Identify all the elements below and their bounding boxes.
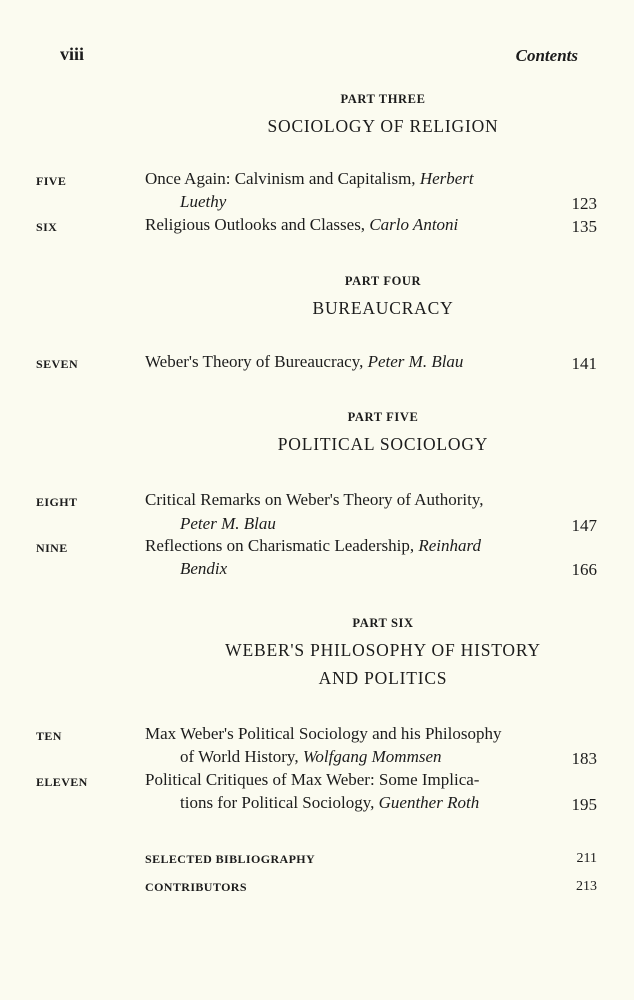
chapter-nine-title: Reflections on Charismatic Leadership, Reinhard [145,536,481,555]
chapter-five-number: FIVE [36,174,67,188]
chapter-five-author: Luethy [180,192,227,211]
chapter-eleven-page: 195 [571,795,597,814]
chapter-seven-number: SEVEN [36,357,79,371]
chapter-eight-author: Peter M. Blau [180,514,276,533]
chapter-nine-number: NINE [36,541,68,555]
part-four-title: BUREAUCRACY [312,298,454,318]
chapter-six-title: Religious Outlooks and Classes, Carlo Antoni [145,215,459,234]
chapter-eight-page: 147 [571,516,597,535]
chapter-eleven-number: ELEVEN [36,775,88,789]
chapter-six-page: 135 [571,217,597,236]
chapter-eight-number: EIGHT [36,495,78,509]
chapter-eleven-title: Political Critiques of Max Weber: Some Implica- [145,770,480,789]
part-three-label: PART THREE [340,92,426,106]
part-six-title-line2: AND POLITICS [318,668,448,688]
chapter-eleven-title-cont: tions for Political Sociology, Guenther Roth [180,793,480,812]
running-title: Contents [515,46,578,65]
page-number: viii [60,44,85,64]
chapter-six-number: SIX [36,220,58,234]
part-four-label: PART FOUR [344,274,422,288]
part-three-title: SOCIOLOGY OF RELIGION [267,116,499,136]
part-six-title-line1: WEBER'S PHILOSOPHY OF HISTORY [225,640,541,660]
chapter-nine-page: 166 [571,560,597,579]
chapter-ten-number: TEN [36,729,62,743]
chapter-ten-page: 183 [571,749,597,768]
bibliography-page: 211 [576,851,597,866]
chapter-ten-title-cont: of World History, Wolfgang Mommsen [180,747,442,766]
part-six-label: PART SIX [352,616,414,630]
bibliography-label: SELECTED BIBLIOGRAPHY [145,852,316,866]
chapter-eight-title: Critical Remarks on Weber's Theory of Authority, [145,490,484,509]
contributors-page: 213 [576,879,597,894]
contributors-label: CONTRIBUTORS [145,880,247,894]
chapter-five-title: Once Again: Calvinism and Capitalism, Herbert [145,169,474,188]
part-five-title: POLITICAL SOCIOLOGY [277,434,489,454]
chapter-nine-author: Bendix [180,559,228,578]
chapter-ten-title: Max Weber's Political Sociology and his Philosophy [145,724,502,743]
chapter-seven-title: Weber's Theory of Bureaucracy, Peter M. Blau [145,352,464,371]
chapter-five-page: 123 [571,194,597,213]
chapter-seven-page: 141 [571,354,597,373]
part-five-label: PART FIVE [347,410,419,424]
